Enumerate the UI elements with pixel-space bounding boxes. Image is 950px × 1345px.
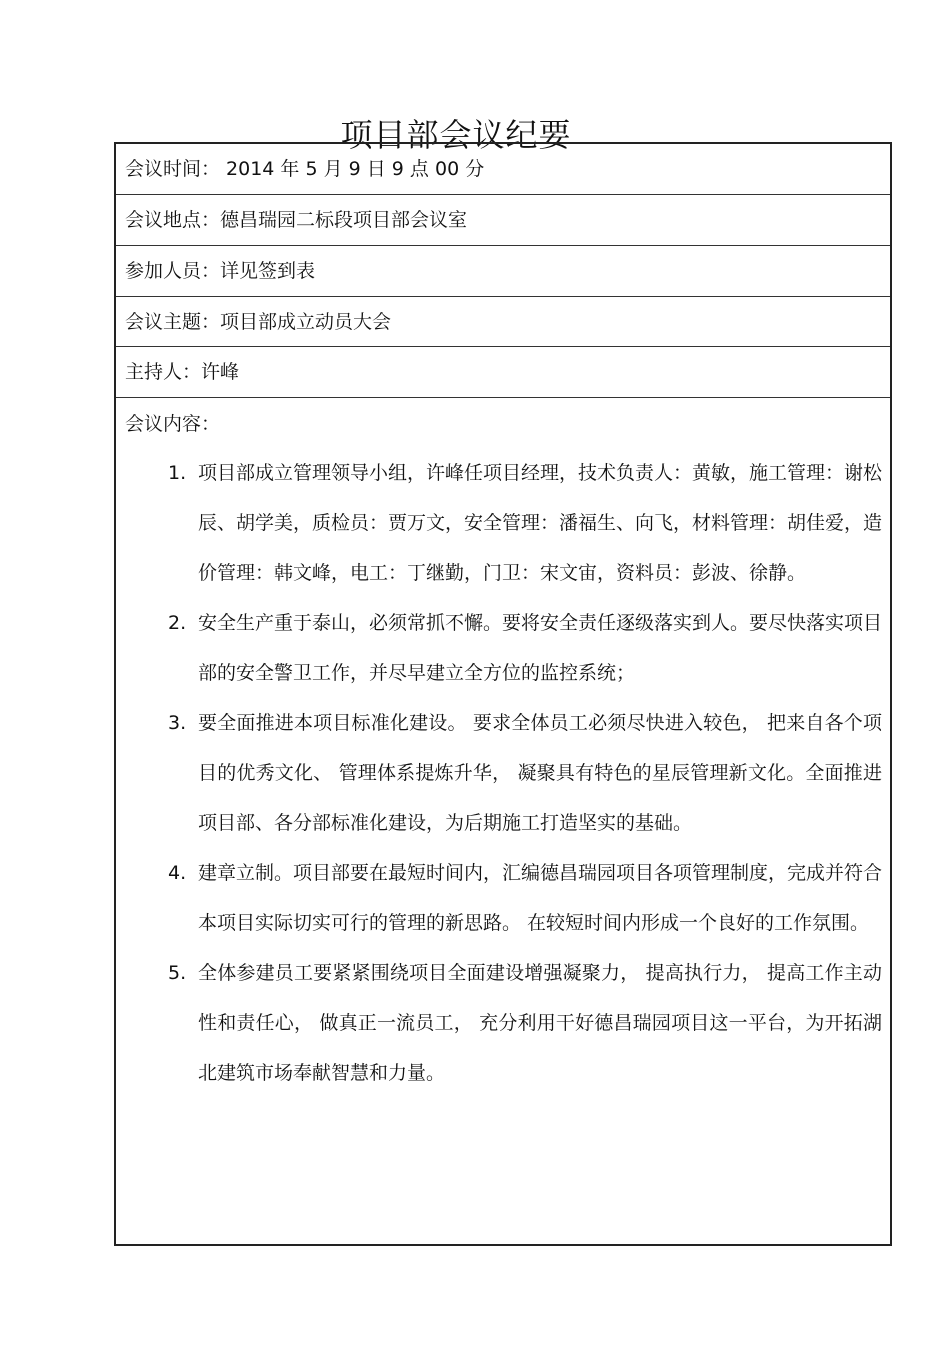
content-item [125, 598, 890, 698]
content-item [125, 948, 890, 1098]
meeting-content-cell [116, 398, 890, 1244]
attendees-field: 参加人员：详见签到表 [116, 246, 890, 297]
item-number: 4. [168, 862, 187, 884]
page-title: 项目部会议纪要 [340, 116, 572, 155]
content-label: 会议内容： [125, 413, 221, 435]
content-item [125, 848, 890, 948]
item-text: 建章立制。项目部要在最短时间内，汇编德昌瑞园项目各项管理制度，完成并符合本项目实际切实可行的管理的新思路。 在较短时间内形成一个良好的工作氛围。 [198, 862, 883, 934]
meeting-time-field: 会议时间： 2014 年 5 月 9 日 9 点 00 分 [116, 144, 890, 195]
item-number: 2. [168, 612, 187, 634]
host-field: 主持人：许峰 [116, 347, 890, 398]
item-number: 1. [168, 462, 187, 484]
item-text: 全体参建员工要紧紧围绕项目全面建设增强凝聚力， 提高执行力， 提高工作主动性和责任心， 做真正一流员工， 充分利用干好德昌瑞园项目这一平台，为开拓湖北建筑市场奉献智慧和力量。 [198, 962, 882, 1084]
minutes-table [114, 142, 892, 1246]
item-text: 要全面推进本项目标准化建设。 要求全体员工必须尽快进入较色， 把来自各个项目的优秀文化、 管理体系提炼升华， 凝聚具有特色的星辰管理新文化。全面推进项目部、各分部标准化建设，为后期施工打造坚实的基础。 [198, 712, 882, 834]
meeting-topic-field: 会议主题：项目部成立动员大会 [116, 297, 890, 347]
item-text: 安全生产重于泰山，必须常抓不懈。要将安全责任逐级落实到人。要尽快落实项目部的安全警卫工作，并尽早建立全方位的监控系统； [198, 612, 883, 684]
content-item [125, 698, 890, 848]
content-item-list [125, 448, 890, 1098]
item-text: 项目部成立管理领导小组，许峰任项目经理，技术负责人：黄敏，施工管理：谢松辰、胡学美，质检员：贾万文，安全管理：潘福生、向飞，材料管理：胡佳爱，造价管理：韩文峰，电工：丁继勤，门卫：宋文宙，资料员：彭波、徐静。 [198, 462, 883, 584]
content-item [125, 448, 890, 598]
item-number: 3. [168, 712, 187, 734]
meeting-location-field: 会议地点：德昌瑞园二标段项目部会议室 [116, 195, 890, 246]
item-number: 5. [168, 962, 187, 984]
